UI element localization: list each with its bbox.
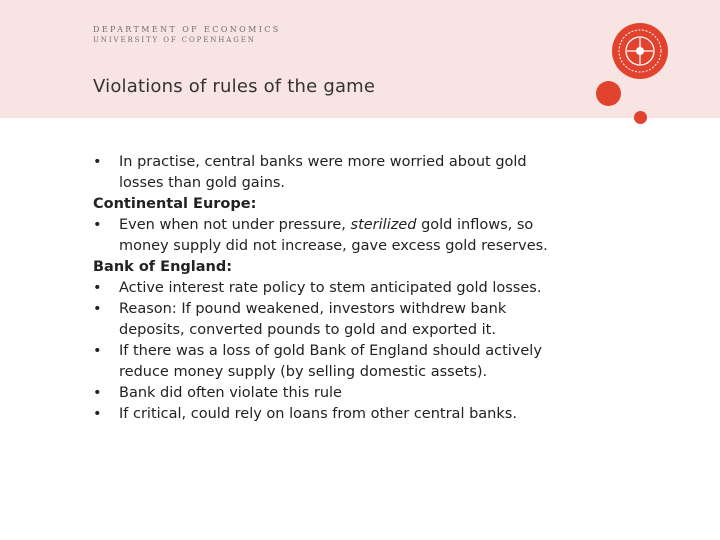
bullet-text-line: Reason: If pound weakened, investors withdrew bank <box>119 301 507 317</box>
bullet-text-line: deposits, converted pounds to gold and exported it. <box>119 322 496 338</box>
bullet-item <box>93 215 693 257</box>
bullet-text-line: If there was a loss of gold Bank of England should actively <box>119 343 542 359</box>
university-seal-icon <box>611 22 669 80</box>
section-heading-continental: Continental Europe: <box>93 196 257 212</box>
bullet-text-line: losses than gold gains. <box>119 175 286 191</box>
emphasis-sterilized: sterilized <box>350 217 417 233</box>
bullet-icon: • <box>93 385 102 401</box>
bullet-item <box>93 404 693 425</box>
text-run: Even when not under pressure, <box>119 217 351 233</box>
bullet-text-line: If critical, could rely on loans from other central banks. <box>119 406 517 422</box>
bullet-item <box>93 299 693 341</box>
bullet-item <box>93 152 693 194</box>
bullet-icon: • <box>93 154 102 170</box>
bullet-text-line <box>93 215 693 236</box>
bullet-text-line: In practise, central banks were more worried about gold <box>119 154 527 170</box>
bullet-item <box>93 278 693 299</box>
bullet-text-line: reduce money supply (by selling domestic assets). <box>119 364 488 380</box>
bullet-icon: • <box>93 301 102 317</box>
bullet-text-line: Bank did often violate this rule <box>119 385 342 401</box>
bullet-icon: • <box>93 406 102 422</box>
department-name: DEPARTMENT OF ECONOMICS <box>93 25 281 34</box>
university-name: UNIVERSITY OF COPENHAGEN <box>93 36 256 44</box>
decorative-dot-small <box>634 111 647 124</box>
text-run: gold inflows, so <box>416 217 534 233</box>
slide-title: Violations of rules of the game <box>93 76 376 97</box>
bullet-text-line: money supply did not increase, gave excess gold reserves. <box>119 238 548 254</box>
section-heading-bank-of-england: Bank of England: <box>93 259 233 275</box>
bullet-text-line: Active interest rate policy to stem anticipated gold losses. <box>119 280 542 296</box>
bullet-item <box>93 341 693 383</box>
slide-body <box>93 152 693 425</box>
bullet-icon: • <box>93 217 102 233</box>
bullet-icon: • <box>93 280 102 296</box>
bullet-item <box>93 383 693 404</box>
bullet-icon: • <box>93 343 102 359</box>
decorative-dot-large <box>596 81 621 106</box>
